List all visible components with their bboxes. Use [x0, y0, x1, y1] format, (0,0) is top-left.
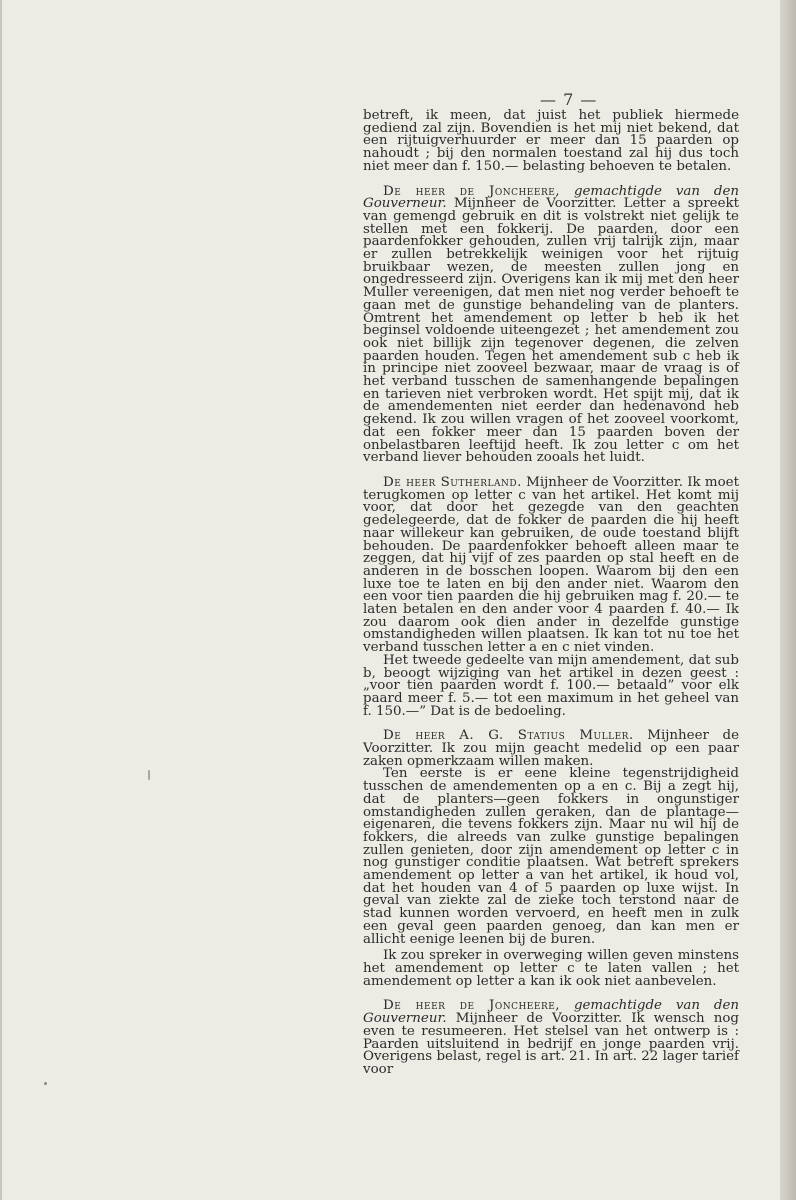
- speaker-name: De heer de Joncheere,: [383, 998, 561, 1014]
- speaker-role: gemachtigde van den Gouverneur.: [363, 998, 739, 1027]
- paragraph: Het tweede gedeelte van mijn amendement, dat sub b, beoogt wijziging van het artikel in dezen geest : „voor tien paarden wordt f. 100.— betaald” voor elk paard meer f. 5.— tot een maximum in het geheel van f. 150.—” Dat is de bedoeling.: [363, 652, 739, 719]
- paragraph: Ik zou spreker in overweging willen geven minstens het amendement op letter c te laten vallen ; het amendement op letter a kan ik ook niet aanbevelen.: [363, 948, 739, 989]
- speaker-name: De heer A. G. Statius Muller.: [383, 728, 634, 744]
- paper-speck: [148, 770, 150, 780]
- paragraph: betreft, ik meen, dat juist het publiek hiermede gediend zal zijn. Bovendien is het mij niet bekend, dat een rijtuigverhuurder er meer dan 15 paarden op nahoudt ; bij den normalen toestand zal hij dus toch niet meer dan f. 150.— belasting behoeven te betalen.: [363, 108, 739, 174]
- speech-text: Mijnheer de Voorzitter. Ik wensch nog even te resumeeren. Het stelsel van het ontwerp is : Paarden uitsluitend in bedrijf en jonge paarden vrij. Overigens belast, regel is art. 21. In art. 22 lager tarief voor: [363, 1011, 739, 1077]
- speaker-role: gemachtigde van den Gouverneur.: [363, 183, 739, 212]
- speech-text: Mijnheer de Voorzitter. Letter a spreekt van gemengd gebruik en dit is volstrekt niet gelijk te stellen met een fokkerij. De paarden, door een paardenfokker gehouden, zullen vrij talrijk zijn, maar er zullen betrekkelijk weinigen voor het rijtuig bruikbaar wezen, de meesten zullen jong en ongedresseerd zijn. Overigens kan ik mij met den heer Muller vereenigen, dat men niet nog verder behoeft te gaan met de gunstige behandeling van de planters. Omtrent het amendement op letter b heb ik het beginsel voldoende uiteengezet ; het amendement zou ook niet billijk zijn tegenover degenen, die zelven paarden houden. Tegen het amendement sub c heb ik in principe niet zooveel bezwaar, maar de vraag is of het verband tusschen de samenhangende bepalingen en tarieven niet verbroken wordt. Het spijt mij, dat ik de amendementen niet eerder dan hedenavond heb gekend. Ik zou willen vragen of het zooveel voorkomt, dat een fokker meer dan 15 paarden boven der onbelastbaren leeftijd heeft. Ik zou letter c om het verband liever behouden zooals het luidt.: [363, 196, 739, 466]
- speech-paragraph: [363, 183, 739, 466]
- speech-paragraph: [363, 474, 739, 656]
- speech-paragraph: [363, 1000, 739, 1076]
- speech-text: Mijnheer de Voorzitter. Ik zou mijn geacht medelid op een paar zaken opmerkzaam willen maken.: [363, 728, 739, 769]
- document-page: [2, 0, 796, 1200]
- paper-speck: [44, 1082, 47, 1085]
- paragraph: Ten eerste is er eene kleine tegenstrijdigheid tusschen de amendementen op a en c. Bij a zegt hij, dat de planters—geen fokkers in ongunstiger omstandigheden zullen geraken, dan de plantage—eigenaren, die tevens fokkers zijn. Maar nu wil hij de fokkers, die alreeds van zulke gunstige bepalingen zullen genieten, door zijn amendement op letter c in nog gunstiger conditie plaatsen. Wat betreft sprekers amendement op letter a van het artikel, ik houd vol, dat het houden van 4 of 5 paarden op luxe wijst. In geval van ziekte zal de zieke toch terstond naar de stad kunnen worden vervoerd, en heeft men in zulk een geval geen paarden genoeg, dan kan men er allicht eenige leenen bij de buren.: [363, 766, 739, 947]
- speech-paragraph: [363, 730, 739, 768]
- speaker-name: De heer de Joncheere,: [383, 183, 561, 199]
- page-gutter-shadow: [780, 0, 796, 1200]
- speech-text: Mijnheer de Voorzitter. Ik moet terugkomen op letter c van het artikel. Het komt mij voor, dat door het gezegde van den geachten gedelegeerde, dat de fokker de paarden die hij heeft naar willekeur kan gebruiken, de oude toestand blijft behouden. De paardenfokker behoeft alleen maar te zeggen, dat hij vijf of zes paarden op stal heeft en de anderen in de bosschen loopen. Waarom bij den een luxe toe te laten en bij den ander niet. Waarom den een voor tien paarden die hij gebruiken mag f. 20.— te laten betalen en den ander voor 4 paarden f. 40.— Ik zou daarom ook dien ander in dezelfde gunstige omstandigheden willen plaatsen. Ik kan tot nu toe het verband tusschen letter a en c niet vinden.: [363, 474, 739, 656]
- speaker-name: De heer Sutherland.: [383, 474, 522, 490]
- page-number: — 7 —: [540, 90, 598, 109]
- text-column: [363, 110, 739, 1077]
